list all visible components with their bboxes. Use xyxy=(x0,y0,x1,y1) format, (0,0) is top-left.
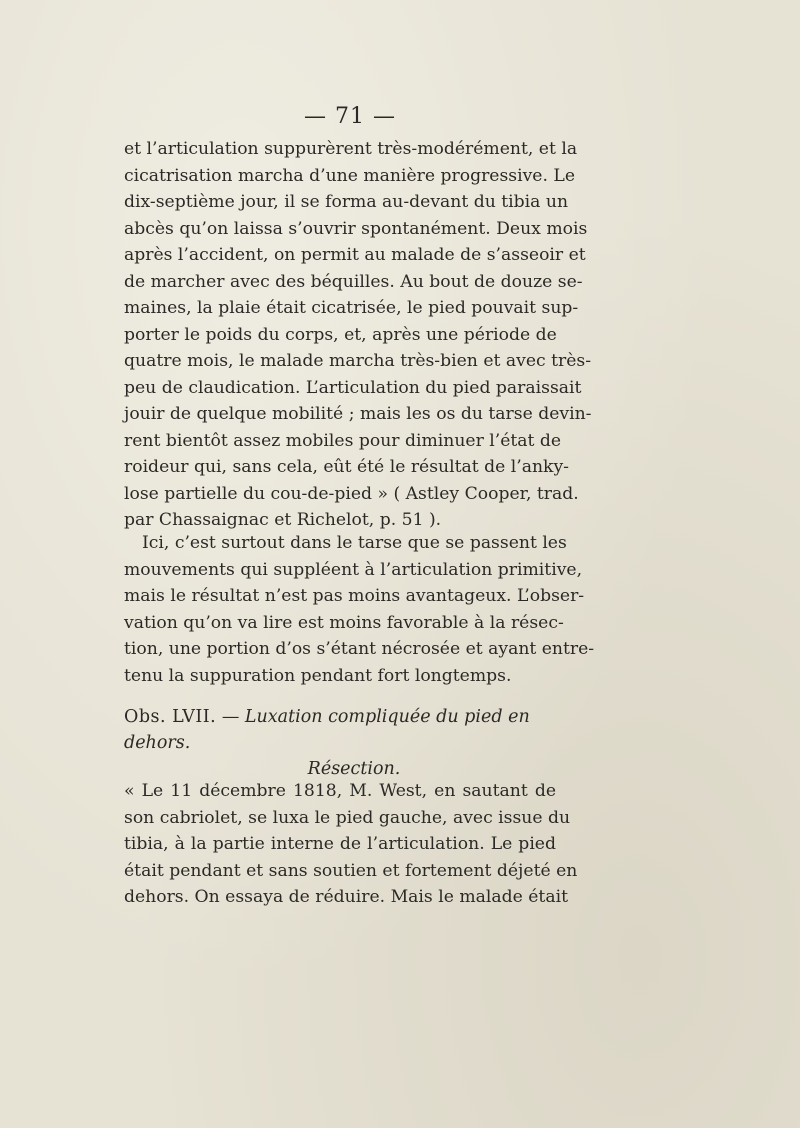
paragraph-case xyxy=(124,778,578,911)
text-line: porter le poids du corps, et, après une période de xyxy=(124,324,557,345)
text-line: dehors. On essaya de réduire. Mais le malade était xyxy=(124,887,568,907)
text-line: tenu la suppuration pendant fort longtemps. xyxy=(124,665,512,686)
text-line: mouvements qui suppléent à l’articulation primitive, xyxy=(124,559,583,580)
text-line: lose partielle du cou-de-pied » ( Astley Cooper, trad. xyxy=(124,483,579,504)
text-line: par Chassaignac et Richelot, p. 51 ). xyxy=(124,510,442,530)
text-line: son cabriolet, se luxa le pied gauche, avec issue du xyxy=(124,807,571,828)
observation-heading xyxy=(124,704,564,782)
text-line: de marcher avec des béquilles. Au bout de douze se- xyxy=(124,271,583,292)
text-line: après l’accident, on permit au malade de s’asseoir et xyxy=(124,245,586,265)
text-line: « Le 11 décembre 1818, M. West, en sautant de xyxy=(124,781,556,801)
text-line: abcès qu’on laissa s’ouvrir spontanément. Deux mois xyxy=(124,218,588,239)
text-line: quatre mois, le malade marcha très-bien et avec très- xyxy=(124,351,591,371)
observation-subtitle: Résection. xyxy=(307,759,401,779)
text-line: vation qu’on va lire est moins favorable à la résec- xyxy=(124,612,564,633)
paragraph-commentary xyxy=(124,530,595,689)
text-line: roideur qui, sans cela, eût été le résultat de l’anky- xyxy=(124,457,569,477)
text-line: Ici, c’est surtout dans le tarse que se passent les xyxy=(142,533,567,553)
text-line: maines, la plaie était cicatrisée, le pied pouvait sup- xyxy=(124,298,579,318)
text-line: tibia, à la partie interne de l’articulation. Le pied xyxy=(124,834,556,854)
text-line: jouir de quelque mobilité ; mais les os du tarse devin- xyxy=(124,404,592,424)
page-number: — 71 — xyxy=(304,104,396,129)
observation-label: Obs. LVII. xyxy=(124,707,217,727)
text-line: peu de claudication. L’articulation du pied paraissait xyxy=(124,377,582,398)
text-line: cicatrisation marcha d’une manière progressive. Le xyxy=(124,165,575,186)
text-line: et l’articulation suppurèrent très-modérément, et la xyxy=(124,139,578,159)
observation-title: — Luxation compliquée du pied en dehors. xyxy=(124,707,530,753)
text-line: rent bientôt assez mobiles pour diminuer l’état de xyxy=(124,430,562,451)
text-line: tion, une portion d’os s’étant nécrosée et ayant entre- xyxy=(124,639,595,659)
paragraph-continuation xyxy=(124,136,592,534)
text-line: était pendant et sans soutien et fortement déjeté en xyxy=(124,860,578,881)
text-line: dix-septième jour, il se forma au-devant du tibia un xyxy=(124,192,569,212)
text-line: mais le résultat n’est pas moins avantageux. L’obser- xyxy=(124,586,585,606)
